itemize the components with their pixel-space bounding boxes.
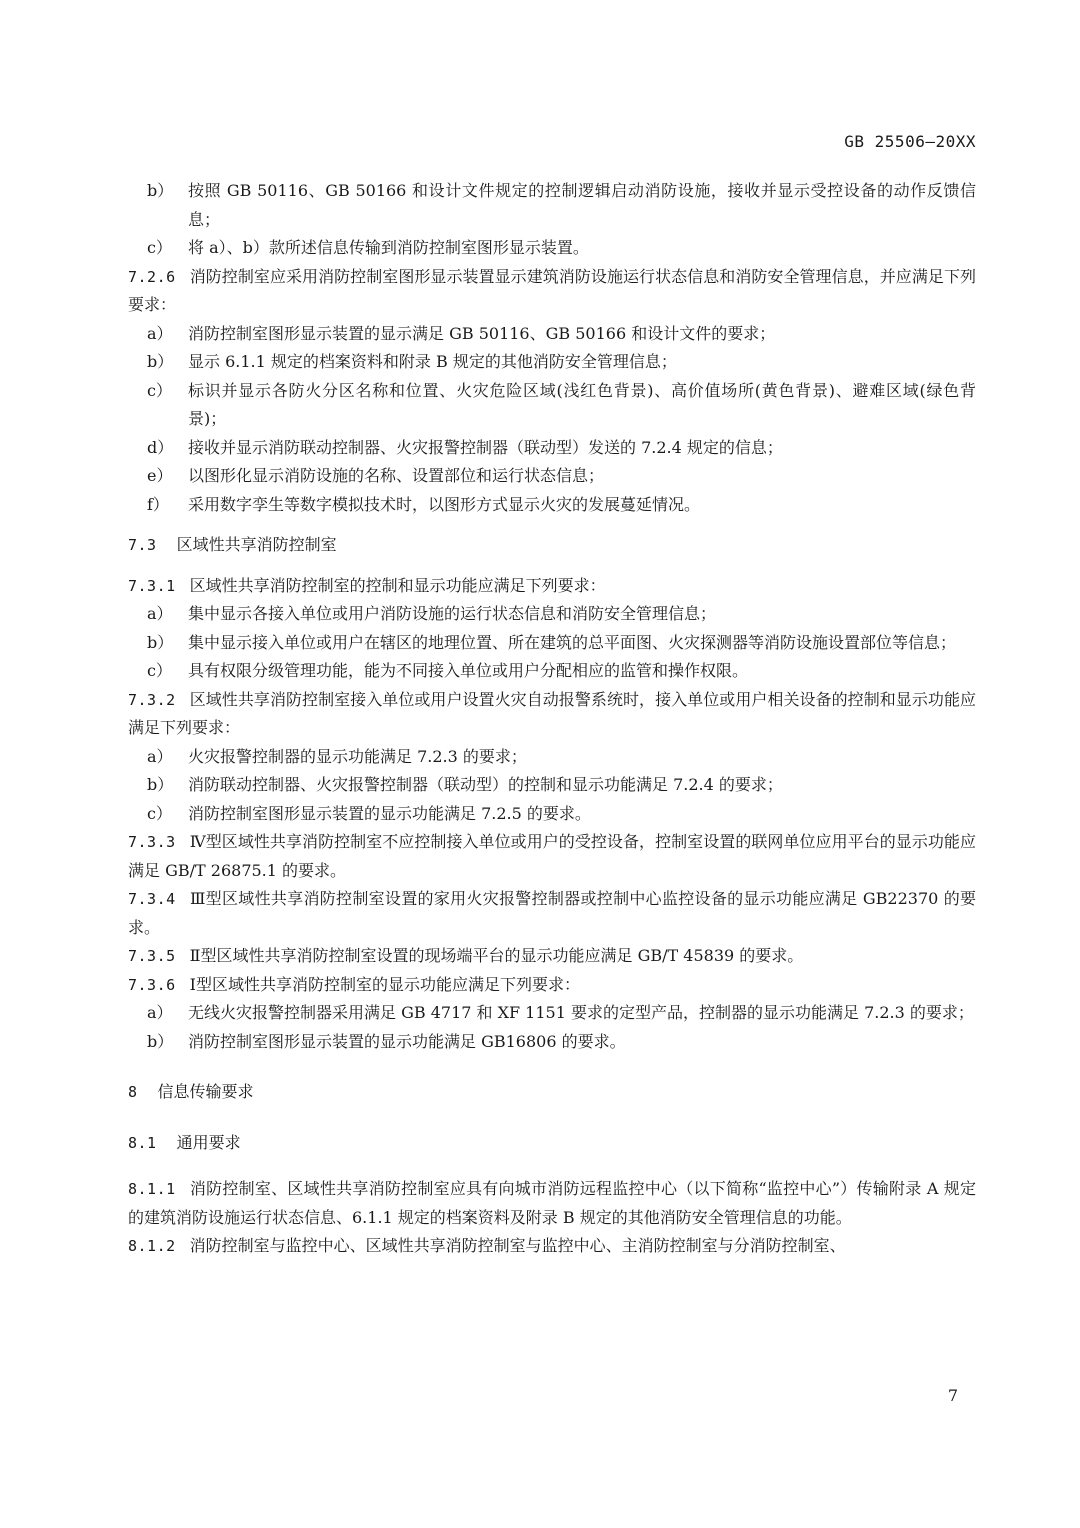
list-marker: f） [147,494,169,514]
clause-8-1-1 [128,1175,976,1232]
list-item [128,462,976,491]
clause-number: 8.1.2 [128,1237,176,1255]
clause-text: Ⅱ型区域性共享消防控制室设置的现场端平台的显示功能应满足 GB/T 45839 的要求。 [189,946,804,965]
list-marker: a） [147,323,173,343]
list-item [128,1028,976,1057]
list-item [128,743,976,772]
list-marker: d） [147,437,174,457]
list-item-text: 火灾报警控制器的显示功能满足 7.2.3 的要求； [188,746,527,766]
clause-7-3-1 [128,572,976,601]
clause-number: 7.3.1 [128,576,176,595]
clause-number: 7.3.4 [128,890,176,908]
list-marker: b） [147,352,174,371]
clause-7-3-5 [128,942,976,971]
chapter-number: 8 [128,1083,138,1101]
list-marker: c） [147,380,172,400]
section-title: 通用要求 [176,1132,241,1152]
list-item-text: 集中显示各接入单位或用户消防设施的运行状态信息和消防安全管理信息； [188,604,717,623]
clause-number: 7.3.3 [128,833,176,851]
list-item-text: 具有权限分级管理功能，能为不同接入单位或用户分配相应的监管和操作权限。 [188,661,749,680]
clause-number: 7.2.6 [128,267,176,286]
section-number: 7.3 [128,536,157,554]
section-title: 区域性共享消防控制室 [176,535,337,554]
list-item-text: 以图形化显示消防设施的名称、设置部位和运行状态信息； [188,466,605,485]
clause-text: 消防控制室与监控中心、区域性共享消防控制室与监控中心、主消防控制室与分消防控制室、 [189,1236,846,1255]
list-marker: b） [147,181,174,200]
chapter-heading-8 [128,1078,976,1107]
list-item-7-2-5-c [128,234,976,263]
clause-number: 8.1.1 [128,1180,176,1198]
clause-number: 7.3.6 [128,975,176,994]
list-item-text: 无线火灾报警控制器采用满足 GB 4717 和 XF 1151 要求的定型产品，控制器的显示功能满足 7.2.3 的要求； [188,1003,974,1022]
chapter-title: 信息传输要求 [157,1082,254,1101]
clause-7-2-6 [128,263,976,320]
list-item-text: 标识并显示各防火分区名称和位置、火灾危险区域(浅红色背景)、高价值场所(黄色背景)、避难区域(绿色背景)； [188,380,976,428]
clause-text: 区域性共享消防控制室接入单位或用户设置火灾自动报警系统时，接入单位或用户相关设备的控制和显示功能应满足下列要求： [128,689,976,737]
list-item-text: 接收并显示消防联动控制器、火灾报警控制器（联动型）发送的 7.2.4 规定的信息； [188,437,783,457]
list-item [128,491,976,520]
clause-text: Ⅲ型区域性共享消防控制室设置的家用火灾报警控制器或控制中心监控设备的显示功能应满足 GB22370 的要求。 [128,889,976,937]
list-item [128,771,976,800]
clause-7-3-6 [128,971,976,1000]
page-number: 7 [947,1386,958,1405]
list-item-text: 按照 GB 50116、GB 50166 和设计文件规定的控制逻辑启动消防设施，接收并显示受控设备的动作反馈信息； [188,181,976,229]
document-body [128,177,976,1261]
list-item [128,377,976,434]
list-item-text: 消防控制室图形显示装置的显示功能满足 GB16806 的要求。 [188,1031,626,1051]
list-marker: a） [147,1003,173,1022]
clause-7-3-4 [128,885,976,942]
standard-code-header: GB 25506—20XX [844,132,976,151]
list-item-7-2-5-b [128,177,976,234]
list-marker: b） [147,775,174,794]
section-heading-7-3 [128,531,976,560]
clause-number: 7.3.5 [128,947,176,965]
list-item-text: 显示 6.1.1 规定的档案资料和附录 B 规定的其他消防安全管理信息； [188,352,677,371]
list-item [128,657,976,686]
list-marker: c） [147,661,172,680]
list-item [128,434,976,463]
clause-text: Ⅰ型区域性共享消防控制室的显示功能应满足下列要求： [189,974,580,994]
list-item-text: 集中显示接入单位或用户在辖区的地理位置、所在建筑的总平面图、火灾探测器等消防设施设置部位等信息； [188,632,957,652]
list-item-text: 消防联动控制器、火灾报警控制器（联动型）的控制和显示功能满足 7.2.4 的要求； [188,775,783,794]
list-item [128,800,976,829]
clause-7-3-3 [128,828,976,885]
list-marker: b） [147,632,174,652]
list-marker: c） [147,238,172,257]
list-item-text: 消防控制室图形显示装置的显示满足 GB 50116、GB 50166 和设计文件的要求； [188,323,776,343]
list-item [128,629,976,658]
clause-text: Ⅳ型区域性共享消防控制室不应控制接入单位或用户的受控设备，控制室设置的联网单位应用平台的显示功能应满足 GB/T 26875.1 的要求。 [128,832,976,880]
list-item [128,999,976,1028]
list-item-text: 采用数字孪生等数字模拟技术时，以图形方式显示火灾的发展蔓延情况。 [188,494,701,514]
section-heading-8-1 [128,1129,976,1158]
clause-number: 7.3.2 [128,690,176,709]
list-marker: e） [147,466,173,485]
list-item-text: 将 a）、b）款所述信息传输到消防控制室图形显示装置。 [188,238,589,257]
clause-7-3-2 [128,686,976,743]
clause-8-1-2 [128,1232,976,1261]
list-item [128,348,976,377]
clause-text: 区域性共享消防控制室的控制和显示功能应满足下列要求： [189,575,606,595]
list-marker: a） [147,746,173,766]
list-marker: a） [147,604,173,623]
list-marker: c） [147,803,172,823]
list-marker: b） [147,1031,174,1051]
list-item [128,320,976,349]
clause-text: 消防控制室应采用消防控制室图形显示装置显示建筑消防设施运行状态信息和消防安全管理信息，并应满足下列要求： [128,266,976,314]
section-number: 8.1 [128,1133,157,1152]
list-item [128,600,976,629]
clause-text: 消防控制室、区域性共享消防控制室应具有向城市消防远程监控中心（以下简称“监控中心”）传输附录 A 规定的建筑消防设施运行状态信息、6.1.1 规定的档案资料及附录 B 规定的其他消防安全管理信息的功能。 [128,1179,976,1227]
list-item-text: 消防控制室图形显示装置的显示功能满足 7.2.5 的要求。 [188,803,591,823]
